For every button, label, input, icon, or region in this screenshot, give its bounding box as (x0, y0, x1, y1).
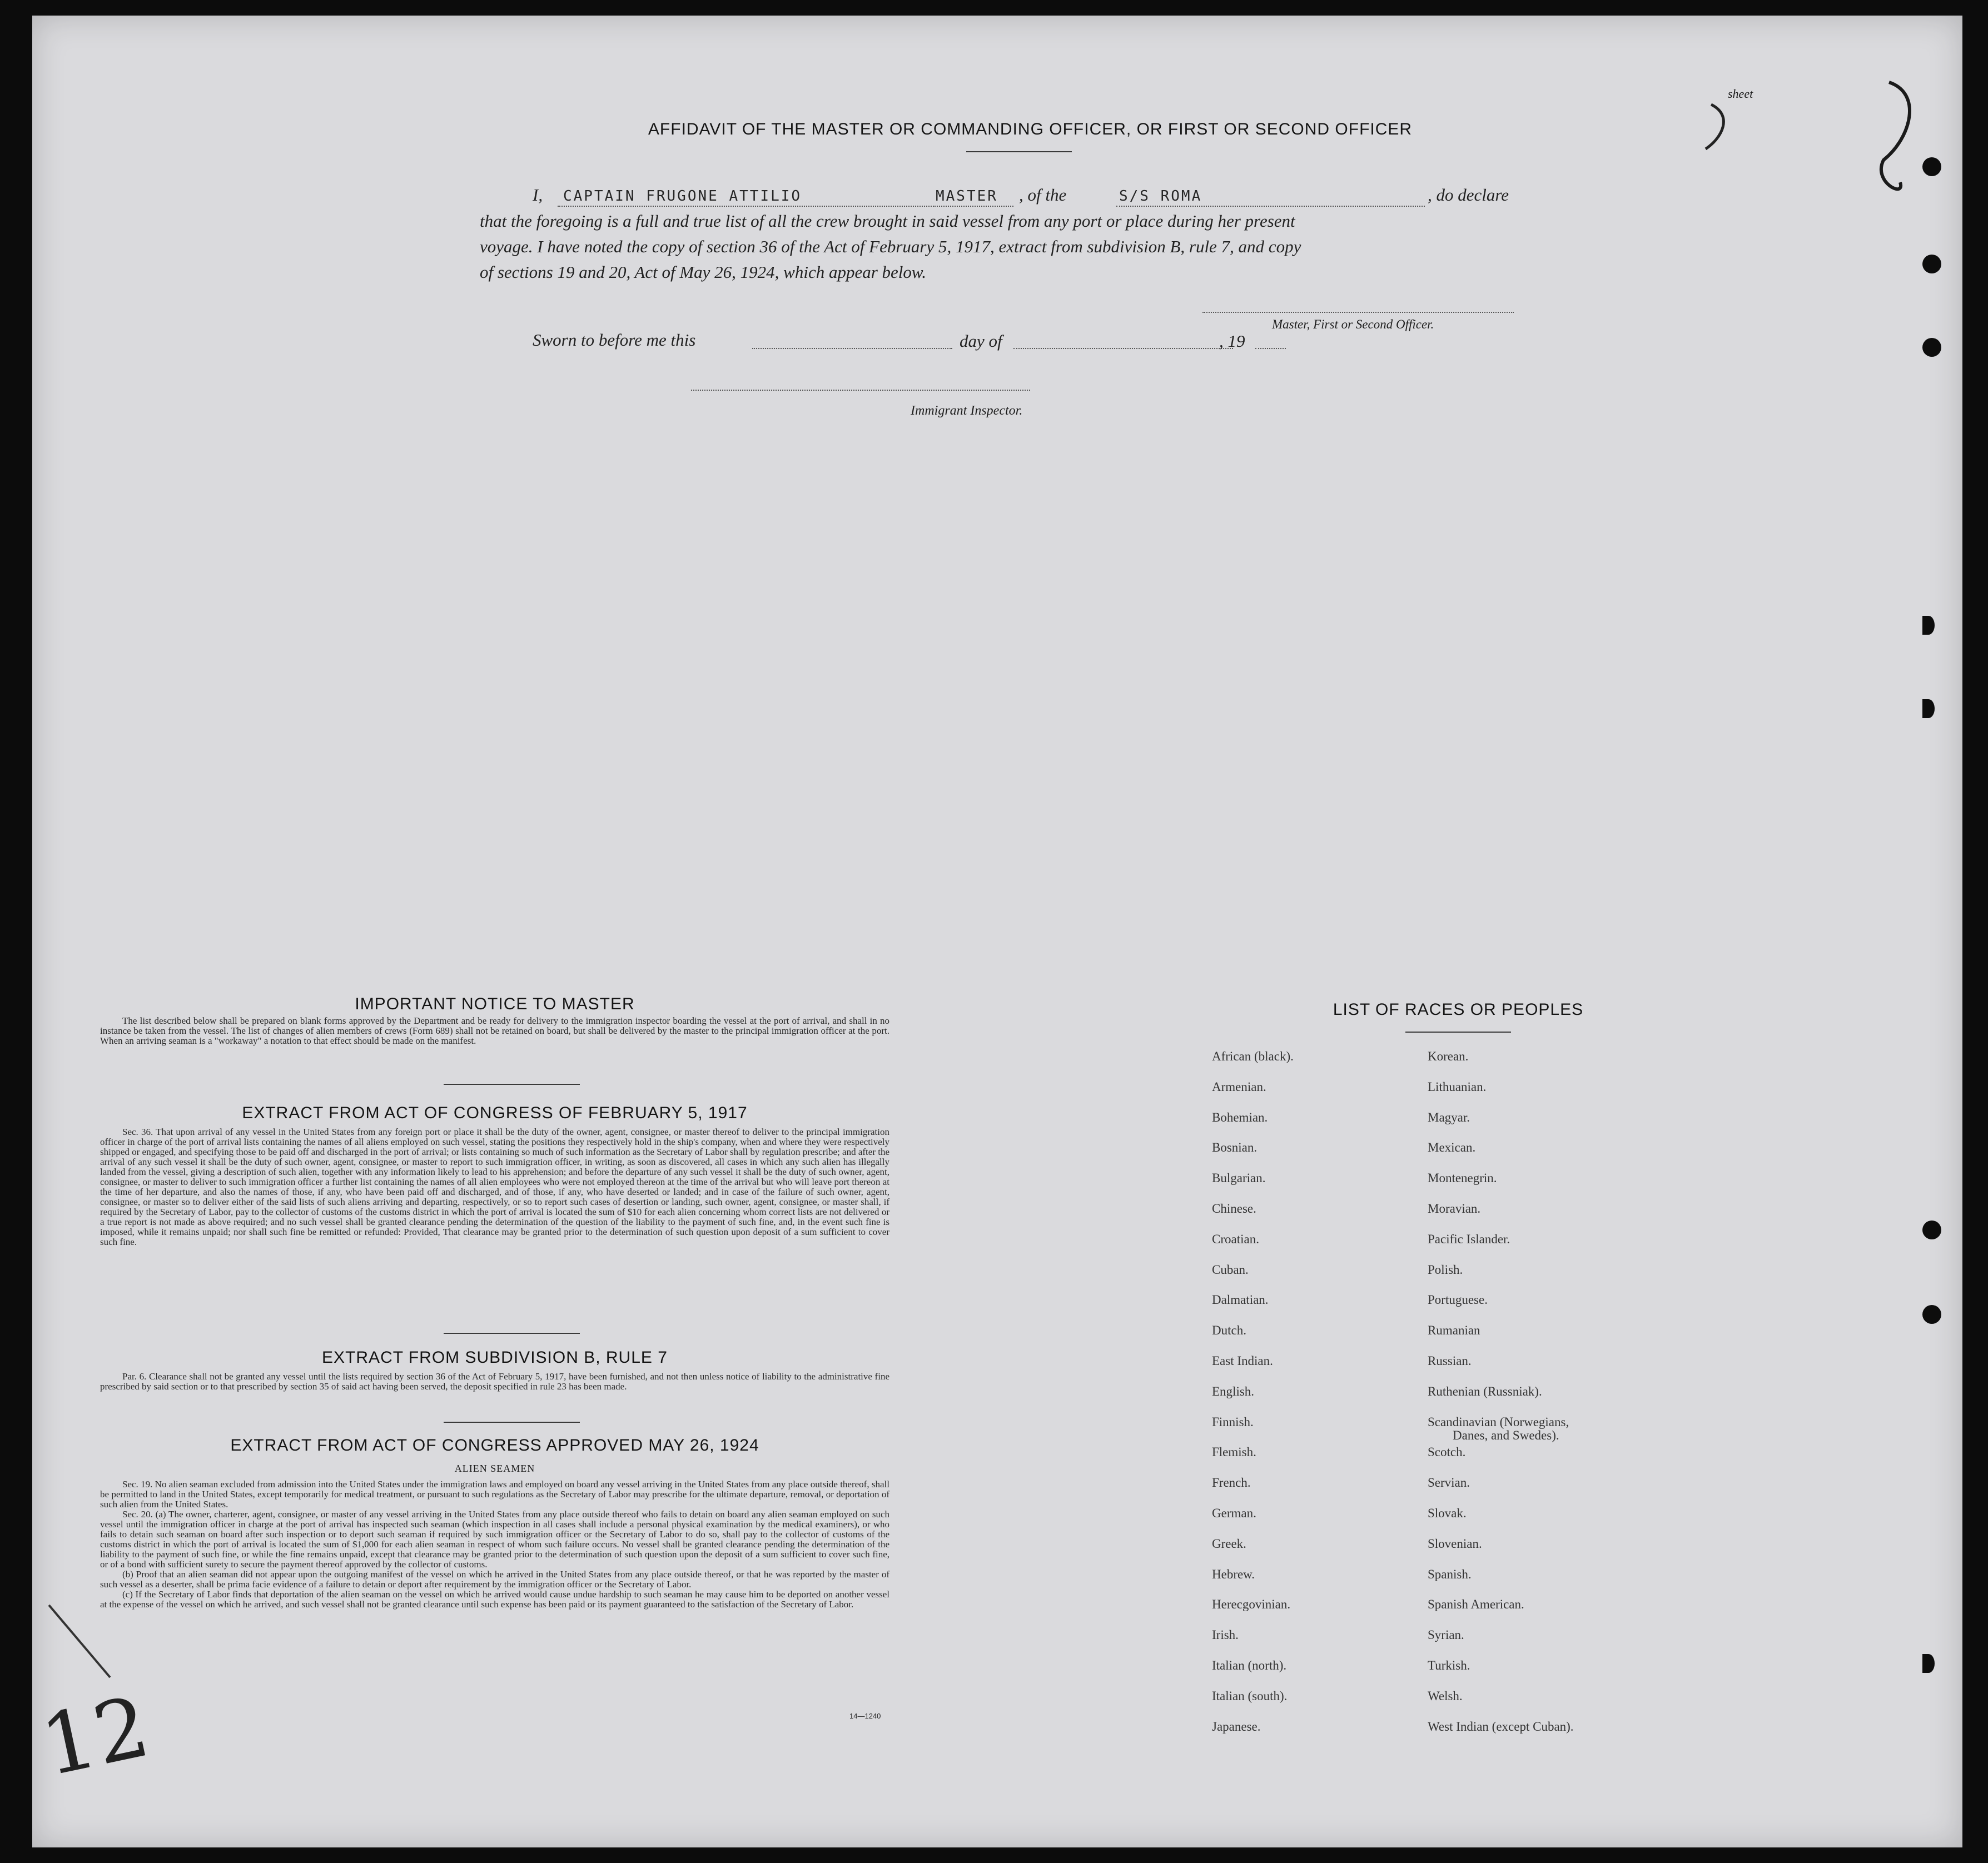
race-item: Scandinavian (Norwegians, (1428, 1414, 1569, 1429)
extract-1917-text: Sec. 36. That upon arrival of any vessel in the United States from any foreign port or place it shall be the duty of the owner, agent, consignee, or master thereof to deliver to the principal immigration officer in charge of the port of arrival lists containing the names of all aliens employed on such vessel, stating the positions they respectively hold in the ship's company, when and where they were respectively shipped or engaged, and specifying those to be paid off and discharged in the port of arrival; or lists containing so much of such information as the Secretary of Labor shall by regulation prescribe; and after the arrival of any such vessel it shall be the duty of such owner, agent, consignee, or master to report to such immigration officer, in writing, as soon as discovered, all cases in which any such alien has illegally landed from the vessel, giving a description of such alien, together with any information likely to lead to his apprehension; and before the departure of any such vessel it shall be the duty of such owner, agent, consignee, or master to deliver to such immigration officer a further list containing the names of all alien employees who were not employed thereon at the time of the arrival but who will leave port thereon at the time of her departure, and also the names of those, if any, who have been paid off and discharged, and of those, if any, who have deserted or landed; and in case of the failure of such owner, agent, consignee, or master so to deliver either of the said lists of such aliens arriving and departing, respectively, or so to report such cases of desertion or landing, such owner, agent, consignee, or master shall, if required by the Secretary of Labor, pay to the collector of customs of the customs district in which the port of arrival is located the sum of $10 for each alien concerning whom correct lists are not delivered or a true report is not made as above required; and no such vessel shall be granted clearance pending the determination of the question of the liability to the payment of such fine, and, in the event such fine is imposed, while it remains unpaid; nor shall such fine be remitted or refunded: Provided, That clearance may be granted prior to the determination of such question upon deposit of a sum sufficient to cover such fine. (100, 1127, 889, 1247)
sec-20c: (c) If the Secretary of Labor finds that deportation of the alien seaman on the vessel on which he arrived would cause undue hardship to such seaman he may cause him to be deported on another vessel at the expense of the vessel on which he arrived, and such vessel shall not be granted clearance until such expense has been paid or its payment guaranteed to the satisfaction of the Secretary of Labor. (100, 1589, 889, 1610)
race-item: Servian. (1428, 1476, 1470, 1490)
affidavit-title: AFFIDAVIT OF THE MASTER OR COMMANDING OFFICER, OR FIRST OR SECOND OFFICER (648, 120, 1413, 138)
race-item: East Indian. (1212, 1354, 1273, 1368)
race-item: Bulgarian. (1212, 1171, 1266, 1185)
race-item: Herecgovinian. (1212, 1597, 1291, 1612)
affidavit-line-3: voyage. I have noted the copy of section 36 of the Act of February 5, 1917, extract from subdivision B, rule 7, and copy (480, 237, 1301, 256)
declare-label: , do declare (1428, 185, 1509, 205)
sec-20a: Sec. 20. (a) The owner, charterer, agent, consignee, or master of any vessel arriving in the United States from any place outside thereof who fails to detain on board any alien seaman employed on such vessel until the immigration officer in charge at the port of arrival has inspected such seaman (which inspection in all cases shall include a personal physical examination by the medical examiners), or who fails to detain such seaman on board after such inspection or to deport such seaman if required by such immigration officer or the Secretary of Labor to do so, shall pay to the collector of customs of the customs district in which the port of arrival is located the sum of $1,000 for each alien seaman in respect of whom such failure occurs. No vessel shall be granted clearance pending the determination of the liability to the payment of such fine, or while the fine remains unpaid, except that clearance may be granted prior to the determination of such question upon the deposit of a sum sufficient to cover such fine, or of a bond with sufficient surety to secure the payment thereof approved by the collector of customs. (100, 1509, 889, 1570)
race-item: Greek. (1212, 1536, 1246, 1551)
race-item: Cuban. (1212, 1262, 1249, 1277)
signature-label: Master, First or Second Officer. (1272, 317, 1434, 331)
race-item: Finnish. (1212, 1414, 1254, 1429)
race-item: Syrian. (1428, 1628, 1464, 1642)
race-item: French. (1212, 1476, 1251, 1490)
race-item: Ruthenian (Russniak). (1428, 1384, 1542, 1398)
race-item: Polish. (1428, 1262, 1463, 1277)
race-item-continuation: Danes, and Swedes). (1453, 1428, 1559, 1442)
race-item: Irish. (1212, 1628, 1239, 1642)
race-item: Bohemian. (1212, 1110, 1268, 1124)
i-label: I, (533, 185, 543, 205)
race-item: West Indian (except Cuban). (1428, 1719, 1574, 1734)
extract-rule7-title: EXTRACT FROM SUBDIVISION B, RULE 7 (322, 1348, 668, 1367)
race-item: German. (1212, 1506, 1256, 1520)
race-item: Flemish. (1212, 1445, 1256, 1459)
race-item: Italian (north). (1212, 1658, 1287, 1672)
day-of-label: day of (960, 331, 1002, 351)
rank-value: MASTER (936, 188, 998, 205)
race-item: Dalmatian. (1212, 1293, 1269, 1307)
race-item: Spanish American. (1428, 1597, 1524, 1612)
vessel-name: S/S ROMA (1119, 188, 1202, 205)
race-item: Japanese. (1212, 1719, 1261, 1734)
race-item: Korean. (1428, 1049, 1469, 1063)
sheet-note: sheet (1728, 87, 1753, 101)
captain-name: CAPTAIN FRUGONE ATTILIO (563, 188, 802, 205)
race-item: English. (1212, 1384, 1255, 1398)
form-number: 14—1240 (849, 1712, 881, 1720)
race-item: Italian (south). (1212, 1688, 1288, 1703)
alien-seamen-subtitle: ALIEN SEAMEN (454, 1463, 535, 1474)
extract-rule7-text: Par. 6. Clearance shall not be granted any vessel until the lists required by section 36 of the Act of February 5, 1917, have been furnished, and not then unless notice of liability to the administrative fine prescribed by said section or to that prescribed by section 35 of said act having been served, the deposit specified in rule 23 has been made. (100, 1371, 889, 1392)
races-title: LIST OF RACES OR PEOPLES (1333, 1000, 1584, 1019)
race-item: Moravian. (1428, 1202, 1481, 1216)
race-item: Scotch. (1428, 1445, 1466, 1459)
race-item: Dutch. (1212, 1323, 1246, 1338)
race-item: Welsh. (1428, 1688, 1463, 1703)
extract-1917-title: EXTRACT FROM ACT OF CONGRESS OF FEBRUARY 5, 1917 (242, 1104, 748, 1122)
race-item: Spanish. (1428, 1567, 1472, 1581)
race-item: Pacific Islander. (1428, 1232, 1510, 1246)
race-item: Slovak. (1428, 1506, 1467, 1520)
race-item: Hebrew. (1212, 1567, 1255, 1581)
extract-1924-title: EXTRACT FROM ACT OF CONGRESS APPROVED MAY 26, 1924 (230, 1436, 759, 1454)
pen-scratches (32, 16, 1962, 1847)
sworn-label: Sworn to before me this (533, 330, 696, 350)
race-item: Russian. (1428, 1354, 1472, 1368)
sec-20b: (b) Proof that an alien seaman did not appear upon the outgoing manifest of the vessel on which he arrived in the United States from any place outside thereof, or that he was reported by the master of such vessel as a deserter, shall be prima facie evidence of a failure to detain or deport after requirement by the immigration officer or the Secretary of Labor. (100, 1569, 889, 1590)
year-label: , 19 (1219, 331, 1245, 351)
race-item: Bosnian. (1212, 1140, 1258, 1155)
race-item: Magyar. (1428, 1110, 1470, 1124)
inspector-label: Immigrant Inspector. (911, 404, 1023, 418)
affidavit-line-2: that the foregoing is a full and true list of all the crew brought in said vessel from any port or place during her present (480, 211, 1295, 231)
race-item: Armenian. (1212, 1079, 1266, 1094)
race-item: Slovenian. (1428, 1536, 1482, 1551)
notice-title: IMPORTANT NOTICE TO MASTER (355, 995, 635, 1013)
of-the-label: , of the (1019, 185, 1067, 205)
race-item: Croatian. (1212, 1232, 1259, 1246)
sec-19: Sec. 19. No alien seaman excluded from admission into the United States under the immigration laws and employed on board any vessel arriving in the United States from any place outside thereof, shall be permitted to land in the United States, except temporarily for medical treatment, or pursuant to such regulations as the Secretary of Labor may prescribe for the ultimate departure, removal, or deportation of such alien from the United States. (100, 1479, 889, 1510)
race-item: Chinese. (1212, 1202, 1256, 1216)
manifest-page (32, 16, 1962, 1847)
race-item: Lithuanian. (1428, 1079, 1487, 1094)
race-item: African (black). (1212, 1049, 1294, 1063)
race-item: Turkish. (1428, 1658, 1470, 1672)
race-item: Mexican. (1428, 1140, 1476, 1155)
affidavit-line-4: of sections 19 and 20, Act of May 26, 1924, which appear below. (480, 262, 927, 282)
race-item: Rumanian (1428, 1323, 1480, 1338)
race-item: Portuguese. (1428, 1293, 1488, 1307)
notice-text: The list described below shall be prepared on blank forms approved by the Department and be ready for delivery to the immigration inspector boarding the vessel at the port of arrival, and shall in no instance be taken from the vessel. The list of changes of alien members of crews (Form 689) shall not be retained on board, but shall be delivered by the master to the principal immigration officer at the port. When an arriving seaman is a "workaway" a notation to that effect should be made on the manifest. (100, 1015, 889, 1046)
corner-number: 12 (33, 1678, 157, 1795)
race-item: Montenegrin. (1428, 1171, 1497, 1185)
